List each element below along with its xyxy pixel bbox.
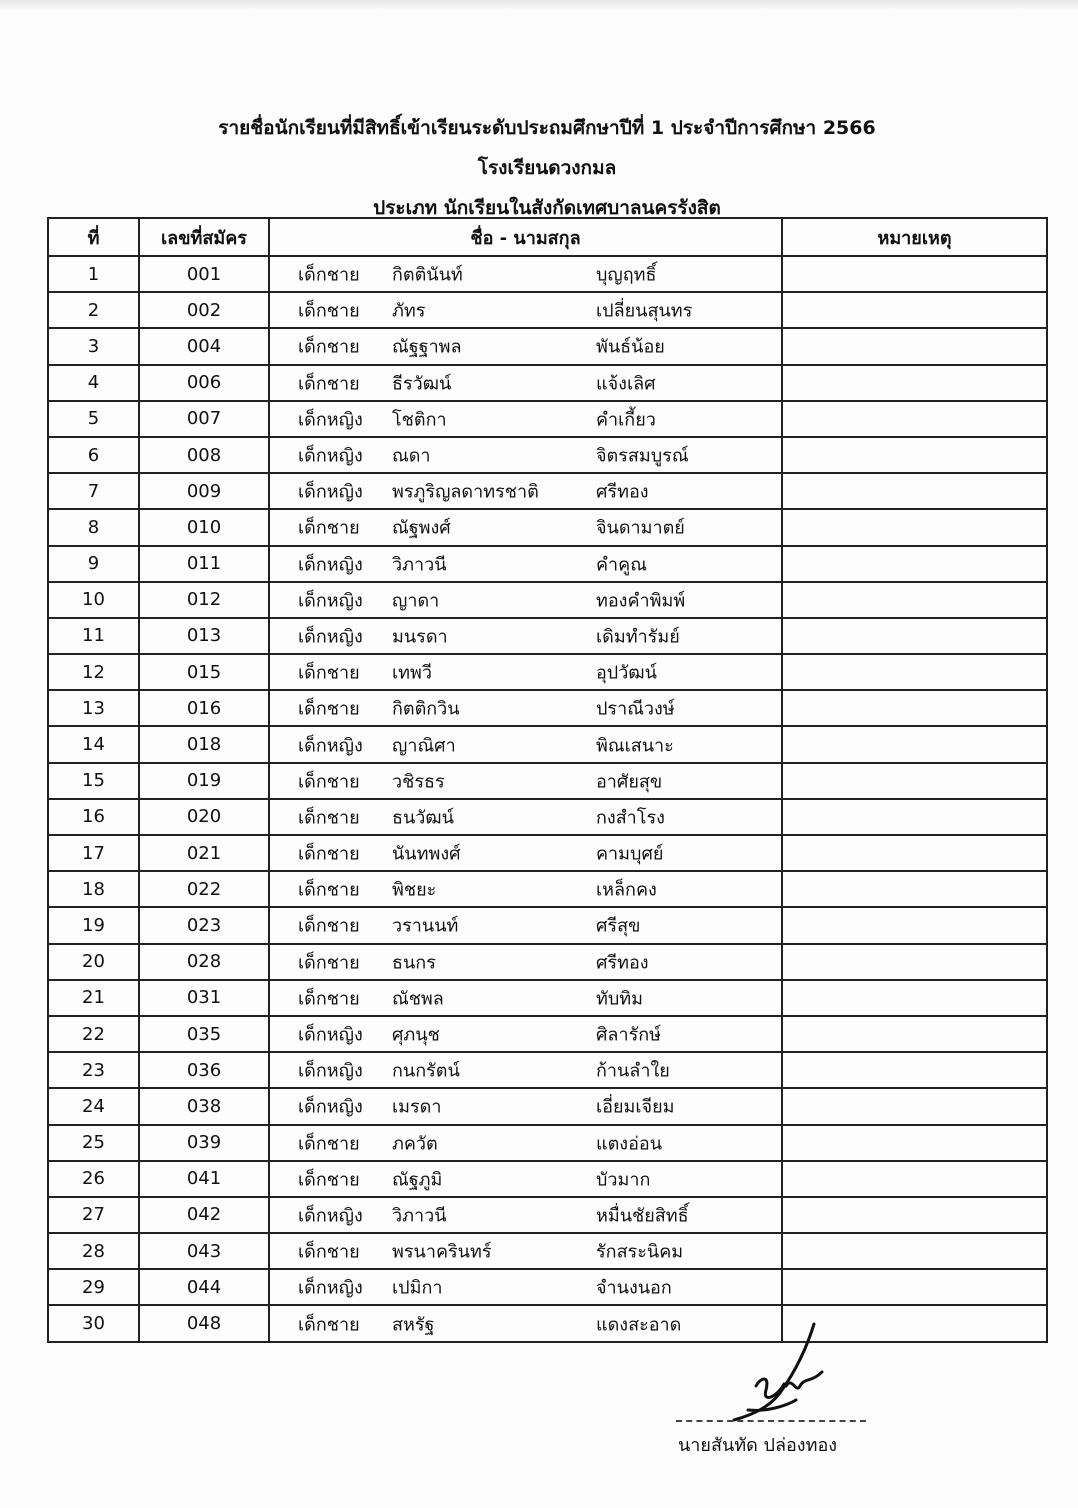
last-name: ศิลารักษ์ [596, 1024, 661, 1046]
student-name-cell [269, 365, 782, 401]
signer-name: นายสันทัด ปล่องทอง [678, 1435, 838, 1456]
student-name-cell [269, 763, 782, 799]
first-name: วรานนท์ [392, 915, 459, 937]
table-row [48, 618, 1047, 654]
student-name-cell [269, 509, 782, 545]
first-name: ณดา [392, 445, 431, 467]
row-number: 18 [48, 871, 139, 907]
name-prefix: เด็กชาย [298, 300, 360, 322]
first-name: พรนาครินทร์ [392, 1241, 492, 1263]
application-number: 006 [139, 365, 269, 401]
remarks-cell [782, 871, 1047, 907]
application-number: 042 [139, 1197, 269, 1233]
name-prefix: เด็กหญิง [298, 1096, 363, 1118]
table-row [48, 365, 1047, 401]
last-name: พันธ์น้อย [596, 336, 665, 358]
remarks-cell [782, 1016, 1047, 1052]
name-prefix: เด็กชาย [298, 807, 360, 829]
remarks-cell [782, 509, 1047, 545]
remarks-cell [782, 980, 1047, 1016]
table-row [48, 690, 1047, 726]
table-row [48, 835, 1047, 871]
name-prefix: เด็กหญิง [298, 1024, 363, 1046]
remarks-cell [782, 1088, 1047, 1124]
application-number: 039 [139, 1125, 269, 1161]
remarks-cell [782, 654, 1047, 690]
first-name: กิตติกวิน [392, 698, 460, 720]
row-number: 22 [48, 1016, 139, 1052]
remarks-cell [782, 473, 1047, 509]
row-number: 21 [48, 980, 139, 1016]
application-number: 022 [139, 871, 269, 907]
name-prefix: เด็กหญิง [298, 626, 363, 648]
row-number: 15 [48, 763, 139, 799]
table-row [48, 1016, 1047, 1052]
name-prefix: เด็กหญิง [298, 1277, 363, 1299]
last-name: บัวมาก [596, 1169, 651, 1191]
last-name: จิตรสมบูรณ์ [596, 445, 689, 467]
application-number: 028 [139, 944, 269, 980]
last-name: พิณเสนาะ [596, 735, 674, 757]
application-number: 010 [139, 509, 269, 545]
last-name: ทับทิม [596, 988, 644, 1010]
name-prefix: เด็กชาย [298, 988, 360, 1010]
name-prefix: เด็กหญิง [298, 735, 363, 757]
remarks-cell [782, 1197, 1047, 1233]
application-number: 001 [139, 256, 269, 292]
row-number: 20 [48, 944, 139, 980]
name-prefix: เด็กหญิง [298, 445, 363, 467]
row-number: 9 [48, 546, 139, 582]
remarks-cell [782, 328, 1047, 364]
table-row [48, 509, 1047, 545]
last-name: ทองคำพิมพ์ [596, 590, 686, 612]
first-name: ศุภนุช [392, 1024, 440, 1046]
row-number: 8 [48, 509, 139, 545]
scan-top-edge [0, 0, 1078, 10]
first-name: พิชยะ [392, 879, 437, 901]
header-full-name: ชื่อ - นามสกุล [269, 218, 782, 256]
application-number: 009 [139, 473, 269, 509]
application-number: 002 [139, 292, 269, 328]
remarks-cell [782, 365, 1047, 401]
student-name-cell [269, 1269, 782, 1305]
name-prefix: เด็กชาย [298, 1133, 360, 1155]
student-name-cell [269, 618, 782, 654]
student-name-cell [269, 1088, 782, 1124]
table-row [48, 328, 1047, 364]
remarks-cell [782, 907, 1047, 943]
document-header [0, 108, 1078, 228]
student-name-cell [269, 473, 782, 509]
row-number: 29 [48, 1269, 139, 1305]
row-number: 11 [48, 618, 139, 654]
table-row [48, 1197, 1047, 1233]
application-number: 023 [139, 907, 269, 943]
name-prefix: เด็กชาย [298, 517, 360, 539]
first-name: สหรัฐ [392, 1314, 435, 1336]
student-roster-table [47, 217, 1048, 1343]
row-number: 25 [48, 1125, 139, 1161]
table-row [48, 256, 1047, 292]
student-name-cell [269, 401, 782, 437]
first-name: ณัฐพงศ์ [392, 517, 451, 539]
last-name: กงสำโรง [596, 807, 665, 829]
table-row [48, 401, 1047, 437]
application-number: 018 [139, 726, 269, 762]
first-name: เปมิกา [392, 1277, 443, 1299]
application-number: 011 [139, 546, 269, 582]
row-number: 13 [48, 690, 139, 726]
row-number: 17 [48, 835, 139, 871]
application-number: 036 [139, 1052, 269, 1088]
last-name: ศรีทอง [596, 481, 649, 503]
remarks-cell [782, 546, 1047, 582]
last-name: จินดามาตย์ [596, 517, 685, 539]
remarks-cell [782, 763, 1047, 799]
row-number: 3 [48, 328, 139, 364]
last-name: เอี่ยมเจียม [596, 1096, 675, 1118]
table-row [48, 1052, 1047, 1088]
first-name: โชติกา [392, 409, 447, 431]
application-number: 019 [139, 763, 269, 799]
remarks-cell [782, 618, 1047, 654]
table-row [48, 292, 1047, 328]
table-row [48, 1269, 1047, 1305]
name-prefix: เด็กชาย [298, 915, 360, 937]
row-number: 28 [48, 1233, 139, 1269]
table-row [48, 726, 1047, 762]
last-name: คามบุศย์ [596, 843, 664, 865]
student-name-cell [269, 980, 782, 1016]
remarks-cell [782, 1052, 1047, 1088]
remarks-cell [782, 401, 1047, 437]
name-prefix: เด็กชาย [298, 952, 360, 974]
table-row [48, 546, 1047, 582]
first-name: เทพวี [392, 662, 432, 684]
row-number: 12 [48, 654, 139, 690]
table-row [48, 907, 1047, 943]
student-name-cell [269, 292, 782, 328]
table-row [48, 763, 1047, 799]
student-name-cell [269, 726, 782, 762]
first-name: วิภาวนี [392, 1205, 447, 1227]
application-number: 007 [139, 401, 269, 437]
name-prefix: เด็กชาย [298, 662, 360, 684]
last-name: ศรีทอง [596, 952, 649, 974]
name-prefix: เด็กหญิง [298, 1205, 363, 1227]
remarks-cell [782, 944, 1047, 980]
student-name-cell [269, 907, 782, 943]
row-number: 16 [48, 799, 139, 835]
student-name-cell [269, 1197, 782, 1233]
signature-line [676, 1420, 866, 1422]
table-row [48, 1233, 1047, 1269]
table-body [48, 256, 1047, 1342]
name-prefix: เด็กชาย [298, 1169, 360, 1191]
last-name: อุปวัฒน์ [596, 662, 657, 684]
name-prefix: เด็กชาย [298, 264, 360, 286]
last-name: หมื่นชัยสิทธิ์ [596, 1205, 689, 1227]
application-number: 008 [139, 437, 269, 473]
table-row [48, 1161, 1047, 1197]
row-number: 10 [48, 582, 139, 618]
remarks-cell [782, 1233, 1047, 1269]
first-name: ญาดา [392, 590, 440, 612]
row-number: 27 [48, 1197, 139, 1233]
first-name: ณัฐฐาพล [392, 336, 462, 358]
table-row [48, 437, 1047, 473]
table-header-row [48, 218, 1047, 256]
row-number: 6 [48, 437, 139, 473]
table-row [48, 871, 1047, 907]
school-name: โรงเรียนดวงกมล [477, 157, 617, 179]
student-name-cell [269, 1016, 782, 1052]
name-prefix: เด็กชาย [298, 843, 360, 865]
last-name: คำคูณ [596, 554, 647, 576]
name-prefix: เด็กหญิง [298, 409, 363, 431]
row-number: 30 [48, 1305, 139, 1341]
remarks-cell [782, 582, 1047, 618]
name-prefix: เด็กชาย [298, 1241, 360, 1263]
student-name-cell [269, 944, 782, 980]
last-name: ก้านลำใย [596, 1060, 670, 1082]
table-row [48, 1125, 1047, 1161]
first-name: ญาณิศา [392, 735, 456, 757]
remarks-cell [782, 799, 1047, 835]
student-name-cell [269, 1305, 782, 1341]
header-application-no: เลขที่สมัคร [139, 218, 269, 256]
row-number: 19 [48, 907, 139, 943]
last-name: คำเกี้ยว [596, 409, 656, 431]
application-number: 020 [139, 799, 269, 835]
name-prefix: เด็กชาย [298, 373, 360, 395]
first-name: วชิรธร [392, 771, 445, 793]
first-name: ธีรวัฒน์ [392, 373, 452, 395]
first-name: ณัชพล [392, 988, 444, 1010]
category-line: ประเภท นักเรียนในสังกัดเทศบาลนครรังสิต [373, 197, 721, 219]
first-name: ณัฐภูมิ [392, 1169, 443, 1191]
student-name-cell [269, 835, 782, 871]
student-name-cell [269, 799, 782, 835]
last-name: ศรีสุข [596, 915, 641, 937]
student-name-cell [269, 582, 782, 618]
application-number: 043 [139, 1233, 269, 1269]
name-prefix: เด็กหญิง [298, 1060, 363, 1082]
table-row [48, 654, 1047, 690]
last-name: เปลี่ยนสุนทร [596, 300, 693, 322]
signature-mark [726, 1320, 836, 1424]
student-name-cell [269, 546, 782, 582]
name-prefix: เด็กชาย [298, 336, 360, 358]
application-number: 013 [139, 618, 269, 654]
remarks-cell [782, 1125, 1047, 1161]
remarks-cell [782, 690, 1047, 726]
last-name: อาศัยสุข [596, 771, 663, 793]
first-name: ธนกร [392, 952, 436, 974]
row-number: 14 [48, 726, 139, 762]
remarks-cell [782, 292, 1047, 328]
row-number: 2 [48, 292, 139, 328]
first-name: กิตตินันท์ [392, 264, 463, 286]
application-number: 016 [139, 690, 269, 726]
student-name-cell [269, 328, 782, 364]
application-number: 038 [139, 1088, 269, 1124]
application-number: 048 [139, 1305, 269, 1341]
first-name: ภัทร [392, 300, 426, 322]
first-name: เมรดา [392, 1096, 442, 1118]
name-prefix: เด็กหญิง [298, 554, 363, 576]
table-row [48, 473, 1047, 509]
row-number: 26 [48, 1161, 139, 1197]
student-name-cell [269, 690, 782, 726]
row-number: 23 [48, 1052, 139, 1088]
row-number: 1 [48, 256, 139, 292]
last-name: ปราณีวงษ์ [596, 698, 675, 720]
last-name: จำนงนอก [596, 1277, 672, 1299]
last-name: บุญฤทธิ์ [596, 264, 657, 286]
remarks-cell [782, 726, 1047, 762]
row-number: 24 [48, 1088, 139, 1124]
application-number: 012 [139, 582, 269, 618]
header-remarks: หมายเหตุ [782, 218, 1047, 256]
remarks-cell [782, 1269, 1047, 1305]
document-title: รายชื่อนักเรียนที่มีสิทธิ์เข้าเรียนระดับประถมศึกษาปีที่ 1 ประจำปีการศึกษา 2566 [218, 117, 876, 139]
last-name: แดงสะอาด [596, 1314, 682, 1336]
remarks-cell [782, 835, 1047, 871]
last-name: เดิมทำรัมย์ [596, 626, 680, 648]
first-name: มนรดา [392, 626, 448, 648]
table-row [48, 799, 1047, 835]
row-number: 7 [48, 473, 139, 509]
name-prefix: เด็กหญิง [298, 481, 363, 503]
student-name-cell [269, 437, 782, 473]
first-name: ธนวัฒน์ [392, 807, 454, 829]
row-number: 5 [48, 401, 139, 437]
application-number: 035 [139, 1016, 269, 1052]
remarks-cell [782, 1161, 1047, 1197]
name-prefix: เด็กชาย [298, 771, 360, 793]
table-row [48, 1088, 1047, 1124]
header-no: ที่ [48, 218, 139, 256]
student-name-cell [269, 1233, 782, 1269]
last-name: เหล็กคง [596, 879, 657, 901]
application-number: 015 [139, 654, 269, 690]
remarks-cell [782, 437, 1047, 473]
table-row [48, 980, 1047, 1016]
student-name-cell [269, 256, 782, 292]
row-number: 4 [48, 365, 139, 401]
name-prefix: เด็กชาย [298, 698, 360, 720]
application-number: 044 [139, 1269, 269, 1305]
student-name-cell [269, 654, 782, 690]
name-prefix: เด็กหญิง [298, 590, 363, 612]
student-name-cell [269, 1125, 782, 1161]
first-name: วิภาวนี [392, 554, 447, 576]
table-row [48, 1305, 1047, 1341]
last-name: รักสระนิคม [596, 1241, 684, 1263]
application-number: 041 [139, 1161, 269, 1197]
table-row [48, 944, 1047, 980]
student-name-cell [269, 1052, 782, 1088]
table-row [48, 582, 1047, 618]
application-number: 021 [139, 835, 269, 871]
name-prefix: เด็กชาย [298, 879, 360, 901]
student-name-cell [269, 871, 782, 907]
first-name: ภควัต [392, 1133, 438, 1155]
remarks-cell [782, 256, 1047, 292]
last-name: แตงอ่อน [596, 1133, 663, 1155]
last-name: แจ้งเลิศ [596, 373, 656, 395]
first-name: กนกรัตน์ [392, 1060, 460, 1082]
application-number: 004 [139, 328, 269, 364]
first-name: นันทพงศ์ [392, 843, 461, 865]
name-prefix: เด็กชาย [298, 1314, 360, 1336]
application-number: 031 [139, 980, 269, 1016]
first-name: พรภูริญลดาทรชาติ [392, 481, 539, 503]
student-name-cell [269, 1161, 782, 1197]
